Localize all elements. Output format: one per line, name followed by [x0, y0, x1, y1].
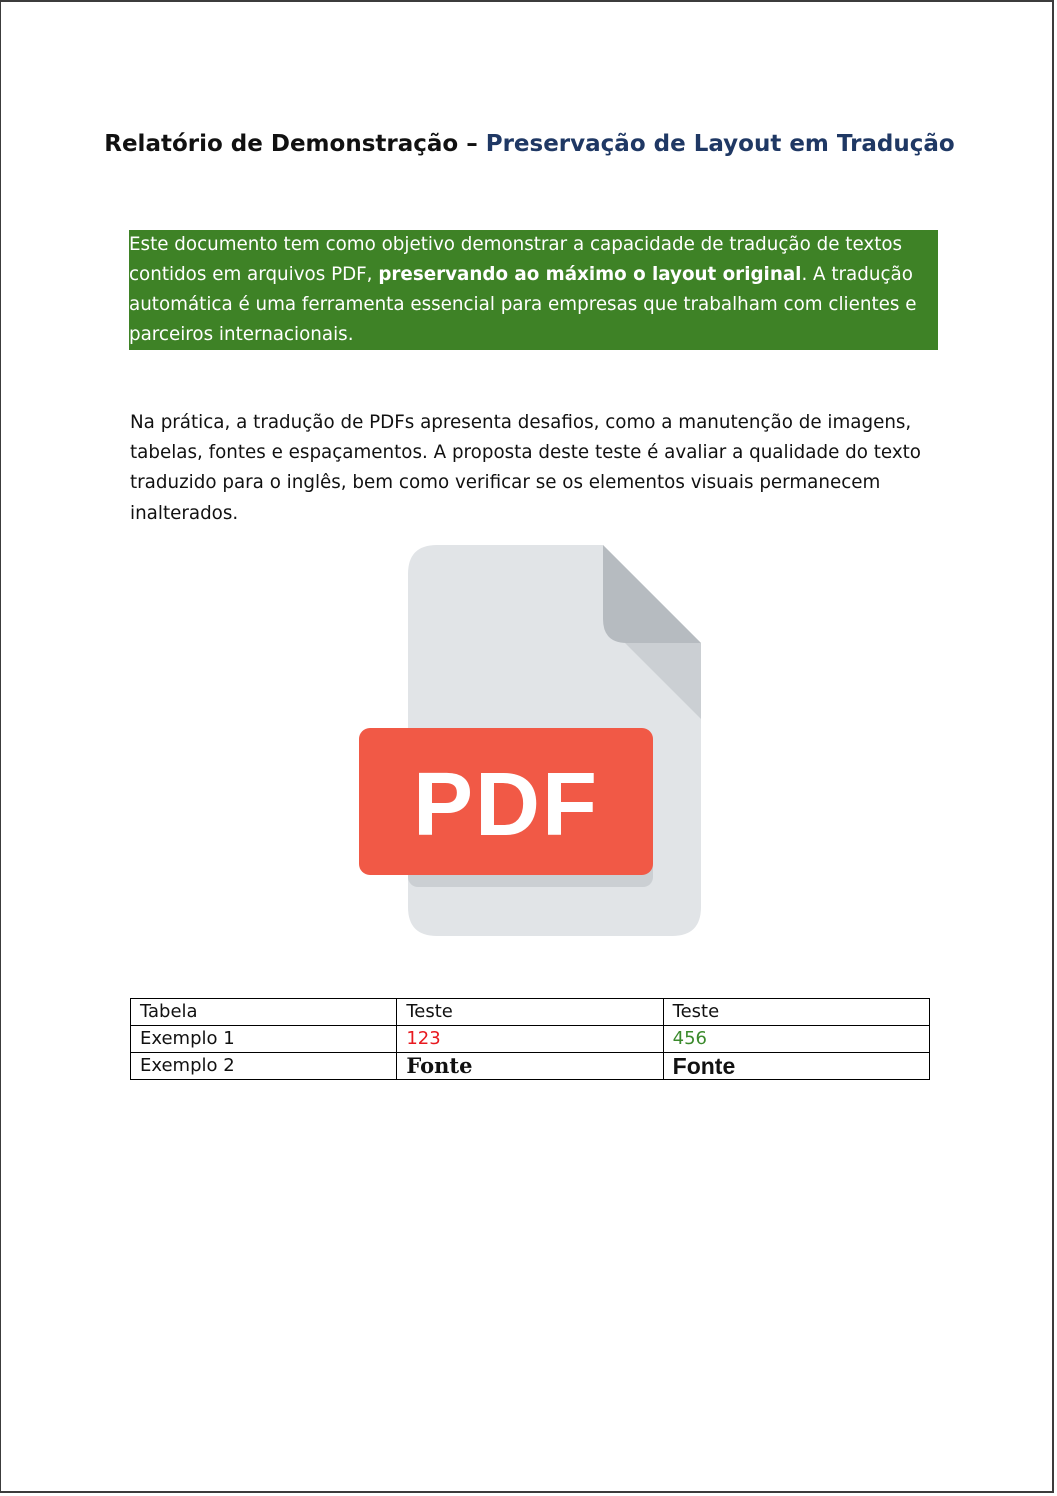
table-cell-green-number: 456 [663, 1026, 929, 1053]
intro-line-2-pre: contidos em arquivos PDF, [129, 264, 379, 285]
table-cell-sans-font-sample: Fonte [663, 1053, 929, 1080]
intro-line-2-post: . A tradução [801, 264, 913, 285]
paragraph-line-1: Na prática, a tradução de PDFs apresenta desafios, como a manutenção de imagens, [130, 412, 912, 433]
paragraph-line-2: tabelas, fontes e espaçamentos. A proposta deste teste é avaliar a qualidade do texto [130, 442, 921, 464]
table-row [131, 1026, 930, 1053]
title-part-1: Relatório de Demonstração – [104, 131, 486, 157]
table-cell: Teste [663, 999, 929, 1026]
table-cell-serif-font-sample: Fonte [397, 1053, 663, 1080]
document-title [1, 131, 1057, 157]
table-cell: Tabela [131, 999, 397, 1026]
pdf-fold-corner [603, 545, 701, 643]
body-paragraph [130, 408, 930, 529]
table-cell: Exemplo 1 [131, 1026, 397, 1053]
table-cell: Exemplo 2 [131, 1053, 397, 1080]
intro-line-2 [129, 260, 938, 290]
table-cell-red-number: 123 [397, 1026, 663, 1053]
pdf-file-icon [359, 545, 703, 937]
table-row [131, 1053, 930, 1080]
paragraph-line-4: inalterados. [130, 502, 239, 524]
intro-bold-phrase: preservando ao máximo o layout original [378, 264, 802, 285]
title-part-2: Preservação de Layout em Tradução [485, 131, 955, 157]
paragraph-line-3: traduzido para o inglês, bem como verificar se os elementos visuais permanecem [130, 472, 881, 494]
intro-line-3: automática é uma ferramenta essencial para empresas que trabalham com clientes e [129, 294, 917, 315]
table-row [131, 999, 930, 1026]
intro-line-1: Este documento tem como objetivo demonstrar a capacidade de tradução de textos [129, 234, 903, 255]
intro-line-4: parceiros internacionais. [129, 324, 354, 345]
highlighted-intro-paragraph [129, 230, 938, 350]
demo-table [130, 998, 930, 1080]
pdf-badge-label: PDF [413, 755, 599, 855]
table-cell: Teste [397, 999, 663, 1026]
